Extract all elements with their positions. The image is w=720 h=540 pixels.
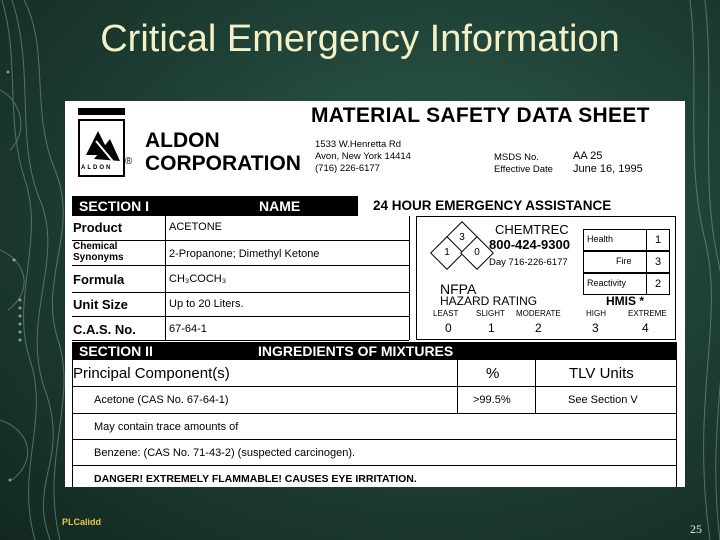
unit-size-value: Up to 20 Liters. (169, 298, 244, 310)
hmis-fire (583, 251, 670, 273)
row1-tlv: See Section V (568, 394, 638, 406)
msds-no-value: AA 25 (573, 150, 603, 162)
col-component-header: Principal Component(s) (73, 365, 230, 382)
scale-least-word: LEAST (433, 309, 459, 318)
chemtrec-phone: 800-424-9300 (489, 237, 570, 252)
col-percent-header: % (486, 365, 500, 382)
slide-title: Critical Emergency Information (100, 18, 620, 60)
formula-label: Formula (73, 272, 125, 287)
footer-name: PLCalidd (62, 517, 102, 527)
hmis-reactivity-value: 2 (646, 274, 669, 294)
nfpa-top-value: 3 (459, 232, 465, 243)
section-2-bar (72, 342, 677, 360)
hmis-label: HMIS * (606, 294, 645, 308)
scale-moderate-word: MODERATE (516, 309, 561, 318)
address (315, 139, 411, 175)
address-line-2: Avon, New York 14414 (315, 151, 411, 162)
section-1-bar (72, 196, 358, 216)
hazard-rating-label: HAZARD RATING (440, 294, 538, 308)
scale-high-word: HIGH (586, 309, 606, 318)
page-number: 25 (690, 522, 702, 536)
hmis-health-value: 1 (646, 230, 669, 250)
hmis-reactivity-label: Reactivity (587, 278, 627, 288)
scale-high-num: 3 (592, 321, 599, 335)
hmis-fire-value: 3 (646, 252, 669, 272)
scale-least-num: 0 (445, 321, 452, 335)
scale-moderate-num: 2 (535, 321, 542, 335)
cas-value: 67-64-1 (169, 323, 207, 335)
company-line-2: CORPORATION (145, 152, 301, 175)
section-2-name: INGREDIENTS OF MIXTURES (258, 343, 454, 359)
chemtrec-label: CHEMTREC (495, 222, 569, 237)
address-line-1: 1533 W.Henretta Rd (315, 139, 402, 150)
hmis-reactivity (583, 273, 670, 295)
emergency-heading: 24 HOUR EMERGENCY ASSISTANCE (373, 198, 612, 213)
hmis-fire-label: Fire (616, 256, 632, 266)
product-value: ACETONE (169, 221, 222, 233)
registered-mark: ® (125, 156, 133, 167)
col-tlv-header: TLV Units (569, 365, 634, 382)
scale-extreme-num: 4 (642, 321, 649, 335)
danger-warning: DANGER! EXTREMELY FLAMMABLE! CAUSES EYE IRRITATION. (94, 473, 417, 485)
row2-component: May contain trace amounts of (94, 421, 239, 433)
synonyms-value: 2-Propanone; Dimethyl Ketone (169, 248, 320, 260)
msds-sheet (65, 101, 685, 487)
scale-slight-word: SLIGHT (476, 309, 505, 318)
msds-labels (494, 152, 553, 176)
msds-header: MATERIAL SAFETY DATA SHEET (311, 104, 650, 127)
address-line-3: (716) 226-6177 (315, 163, 380, 174)
cas-label: C.A.S. No. (73, 322, 136, 337)
msds-no-label: MSDS No. (494, 152, 539, 163)
nfpa-right-value: 0 (474, 247, 480, 258)
company-line-1: ALDON (145, 129, 220, 152)
hmis-health-label: Health (587, 234, 614, 244)
nfpa-left-value: 1 (444, 247, 450, 258)
logo-word: ALDON (81, 165, 113, 171)
scale-extreme-word: EXTREME (628, 309, 667, 318)
hmis-health (583, 229, 670, 251)
effective-date-value: June 16, 1995 (573, 163, 643, 175)
product-label: Product (73, 220, 123, 235)
chemtrec-day: Day 716-226-6177 (489, 257, 568, 268)
scale-slight-num: 1 (488, 321, 495, 335)
section-1-name: NAME (259, 198, 301, 214)
formula-value: CH₃COCH₃ (169, 273, 227, 285)
logo-bar (78, 108, 125, 115)
synonyms-label: Chemical Synonyms (73, 241, 124, 263)
section-2-label: SECTION II (79, 343, 153, 359)
msds-values (573, 150, 643, 176)
nfpa-label: NFPA (440, 281, 477, 297)
effective-date-label: Effective Date (494, 164, 553, 175)
company-name (145, 129, 301, 175)
row1-percent: >99.5% (473, 394, 511, 406)
section-1-label: SECTION I (79, 198, 150, 214)
row1-component: Acetone (CAS No. 67-64-1) (94, 394, 229, 406)
unit-size-label: Unit Size (73, 297, 128, 312)
row3-component: Benzene: (CAS No. 71-43-2) (suspected carcinogen). (94, 447, 356, 459)
